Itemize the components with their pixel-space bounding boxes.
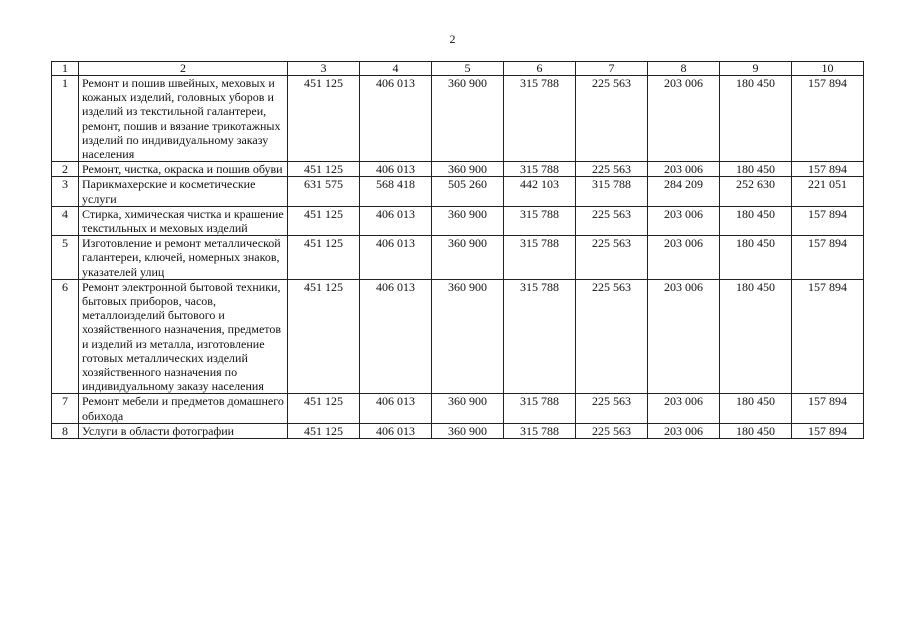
value-cell: 180 450 <box>720 206 792 235</box>
table-row <box>52 423 864 438</box>
service-name: Услуги в области фотографии <box>79 423 288 438</box>
value-cell: 451 125 <box>288 236 360 280</box>
service-name: Парикмахерские и косметические услуги <box>79 177 288 206</box>
row-number: 1 <box>52 76 79 162</box>
column-header: 5 <box>432 62 504 76</box>
value-cell: 315 788 <box>504 76 576 162</box>
value-cell: 157 894 <box>792 236 864 280</box>
value-cell: 315 788 <box>576 177 648 206</box>
value-cell: 406 013 <box>360 206 432 235</box>
value-cell: 180 450 <box>720 236 792 280</box>
value-cell: 505 260 <box>432 177 504 206</box>
column-header: 10 <box>792 62 864 76</box>
row-number: 7 <box>52 394 79 423</box>
value-cell: 203 006 <box>648 279 720 394</box>
value-cell: 406 013 <box>360 162 432 177</box>
column-header: 8 <box>648 62 720 76</box>
header-row <box>52 62 864 76</box>
table-row <box>52 177 864 206</box>
row-number: 5 <box>52 236 79 280</box>
table-row <box>52 236 864 280</box>
value-cell: 225 563 <box>576 394 648 423</box>
value-cell: 451 125 <box>288 394 360 423</box>
value-cell: 157 894 <box>792 423 864 438</box>
value-cell: 315 788 <box>504 236 576 280</box>
value-cell: 203 006 <box>648 206 720 235</box>
service-name: Ремонт, чистка, окраска и пошив обуви <box>79 162 288 177</box>
value-cell: 451 125 <box>288 279 360 394</box>
value-cell: 180 450 <box>720 76 792 162</box>
row-number: 4 <box>52 206 79 235</box>
value-cell: 360 900 <box>432 76 504 162</box>
service-name: Ремонт электронной бытовой техники, бытовых приборов, часов, металлоизделий бытового и хозяйственного назначения, предметов и изделий из металла, изготовление готовых металлических изделий хозяйственного назначения по индивидуальному заказу населения <box>79 279 288 394</box>
value-cell: 203 006 <box>648 76 720 162</box>
value-cell: 180 450 <box>720 394 792 423</box>
value-cell: 180 450 <box>720 162 792 177</box>
service-name: Стирка, химическая чистка и крашение текстильных и меховых изделий <box>79 206 288 235</box>
value-cell: 225 563 <box>576 76 648 162</box>
service-name: Ремонт мебели и предметов домашнего обихода <box>79 394 288 423</box>
table-row <box>52 206 864 235</box>
table-row <box>52 76 864 162</box>
table-row <box>52 162 864 177</box>
value-cell: 180 450 <box>720 423 792 438</box>
service-name: Изготовление и ремонт металлической галантереи, ключей, номерных знаков, указателей улиц <box>79 236 288 280</box>
value-cell: 451 125 <box>288 162 360 177</box>
column-header: 7 <box>576 62 648 76</box>
value-cell: 157 894 <box>792 394 864 423</box>
value-cell: 360 900 <box>432 236 504 280</box>
value-cell: 360 900 <box>432 423 504 438</box>
value-cell: 225 563 <box>576 162 648 177</box>
value-cell: 315 788 <box>504 206 576 235</box>
value-cell: 180 450 <box>720 279 792 394</box>
column-header: 9 <box>720 62 792 76</box>
value-cell: 157 894 <box>792 279 864 394</box>
value-cell: 315 788 <box>504 162 576 177</box>
value-cell: 451 125 <box>288 76 360 162</box>
value-cell: 406 013 <box>360 236 432 280</box>
row-number: 2 <box>52 162 79 177</box>
service-name: Ремонт и пошив швейных, меховых и кожаных изделий, головных уборов и изделий из текстильной галантереи, ремонт, пошив и вязание трикотажных изделий по индивидуальному заказу населения <box>79 76 288 162</box>
value-cell: 203 006 <box>648 162 720 177</box>
value-cell: 203 006 <box>648 236 720 280</box>
value-cell: 203 006 <box>648 394 720 423</box>
value-cell: 568 418 <box>360 177 432 206</box>
value-cell: 252 630 <box>720 177 792 206</box>
value-cell: 225 563 <box>576 423 648 438</box>
value-cell: 157 894 <box>792 162 864 177</box>
value-cell: 360 900 <box>432 162 504 177</box>
value-cell: 284 209 <box>648 177 720 206</box>
row-number: 8 <box>52 423 79 438</box>
value-cell: 203 006 <box>648 423 720 438</box>
column-header: 1 <box>52 62 79 76</box>
value-cell: 225 563 <box>576 279 648 394</box>
table-row <box>52 394 864 423</box>
table-row <box>52 279 864 394</box>
column-header: 4 <box>360 62 432 76</box>
value-cell: 315 788 <box>504 423 576 438</box>
value-cell: 315 788 <box>504 279 576 394</box>
row-number: 3 <box>52 177 79 206</box>
value-cell: 360 900 <box>432 206 504 235</box>
tariff-table <box>51 61 864 439</box>
value-cell: 406 013 <box>360 394 432 423</box>
value-cell: 360 900 <box>432 394 504 423</box>
value-cell: 157 894 <box>792 76 864 162</box>
column-header: 2 <box>79 62 288 76</box>
value-cell: 406 013 <box>360 279 432 394</box>
value-cell: 451 125 <box>288 206 360 235</box>
value-cell: 451 125 <box>288 423 360 438</box>
value-cell: 315 788 <box>504 394 576 423</box>
value-cell: 360 900 <box>432 279 504 394</box>
page-number: 2 <box>449 32 456 46</box>
value-cell: 225 563 <box>576 206 648 235</box>
column-header: 6 <box>504 62 576 76</box>
row-number: 6 <box>52 279 79 394</box>
value-cell: 442 103 <box>504 177 576 206</box>
value-cell: 406 013 <box>360 76 432 162</box>
value-cell: 221 051 <box>792 177 864 206</box>
value-cell: 406 013 <box>360 423 432 438</box>
value-cell: 225 563 <box>576 236 648 280</box>
column-header: 3 <box>288 62 360 76</box>
value-cell: 157 894 <box>792 206 864 235</box>
value-cell: 631 575 <box>288 177 360 206</box>
